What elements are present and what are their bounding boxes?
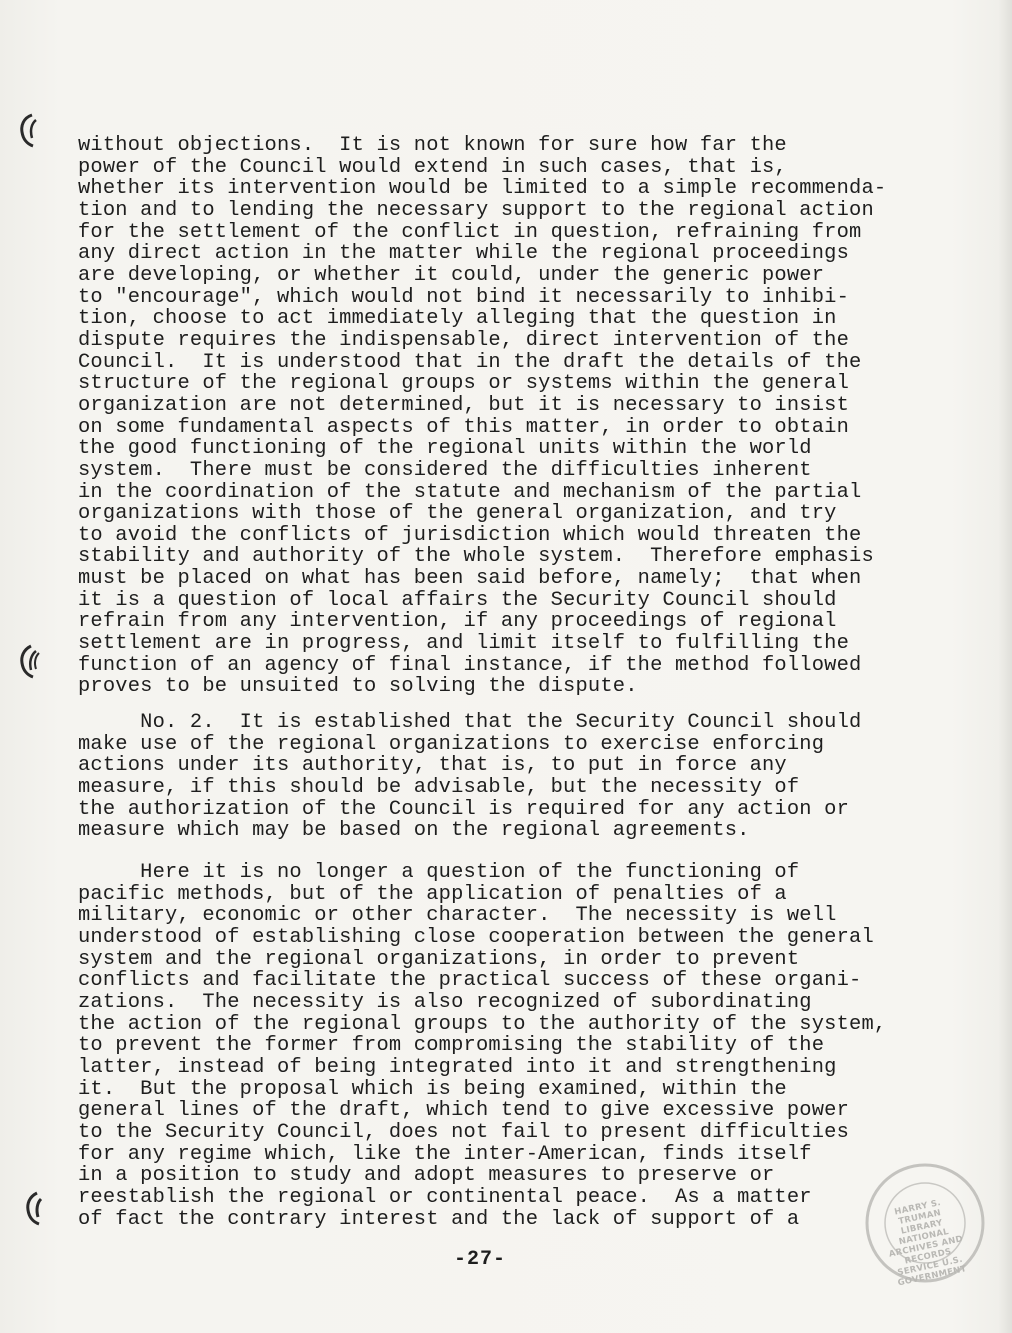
binder-hole-icon	[18, 643, 40, 679]
stamp-text: HARRY S. TRUMAN LIBRARY NATIONAL ARCHIVES AND RECORDS SERVICE U.S. GOVERNMENT	[888, 1197, 968, 1289]
page-edge-shadow	[998, 0, 1012, 1333]
archive-stamp	[862, 1160, 988, 1289]
binder-hole-icon	[24, 1190, 46, 1226]
paragraph-continuation: without objections. It is not known for sure how far the power of the Council would extend in such cases, that is, whether its intervention would be limited to a simple recommenda- tion and to lending the necessary support to the regional action for the settlement of the conflict in question, refraining from any direct action in the matter while the regional proceedings are developing, or whether it could, under the generic power to "encourage", which would not bind it necessarily to inhibi- tion, choose to act immediately alleging that the question in dispute requires the indispensable, direct intervention of the Council. It is understood that in the draft the details of the structure of the regional groups or systems within the general organization are not determined, but it is necessary to insist on some fundamental aspects of this matter, in order to obtain the good functioning of the regional units within the world system. There must be considered the difficulties inherent in the coordination of the statute and mechanism of the partial organizations with those of the general organization, and try to avoid the conflicts of jurisdiction which would threaten the stability and authority of the whole system. Therefore emphasis must be placed on what has been said before, namely; that when it is a question of local affairs the Security Council should refrain from any intervention, if any proceedings of regional settlement are in progress, and limit itself to fulfilling the function of an agency of final instance, if the method followed proves to be unsuited to solving the dispute.	[78, 134, 887, 699]
paragraph-no-2: No. 2. It is established that the Security Council should make use of the regional organizations to exercise enforcing actions under its authority, that is, to put in force any measure, if this should be advisable, but the necessity of the authorization of the Council is required for any action or measure which may be based on the regional agreements.	[78, 711, 862, 843]
binder-hole-icon	[18, 112, 40, 148]
paragraph-discussion: Here it is no longer a question of the functioning of pacific methods, but of the application of penalties of a military, economic or other character. The necessity is well understood of establishing close cooperation between the general system and the regional organizations, in order to prevent conflicts and facilitate the practical success of these organi- zations. The necessity is also recognized of subordinating the action of the regional groups to the authority of the system, to prevent the former from compromising the stability of the latter, instead of being integrated into it and strengthening it. But the proposal which is being examined, within the general lines of the draft, which tend to give excessive power to the Security Council, does not fail to present difficulties for any regime which, like the inter-American, finds itself in a position to study and adopt measures to preserve or reestablish the regional or continental peace. As a matter of fact the contrary interest and the lack of support of a	[78, 861, 887, 1231]
page-number: -27-	[453, 1248, 506, 1271]
